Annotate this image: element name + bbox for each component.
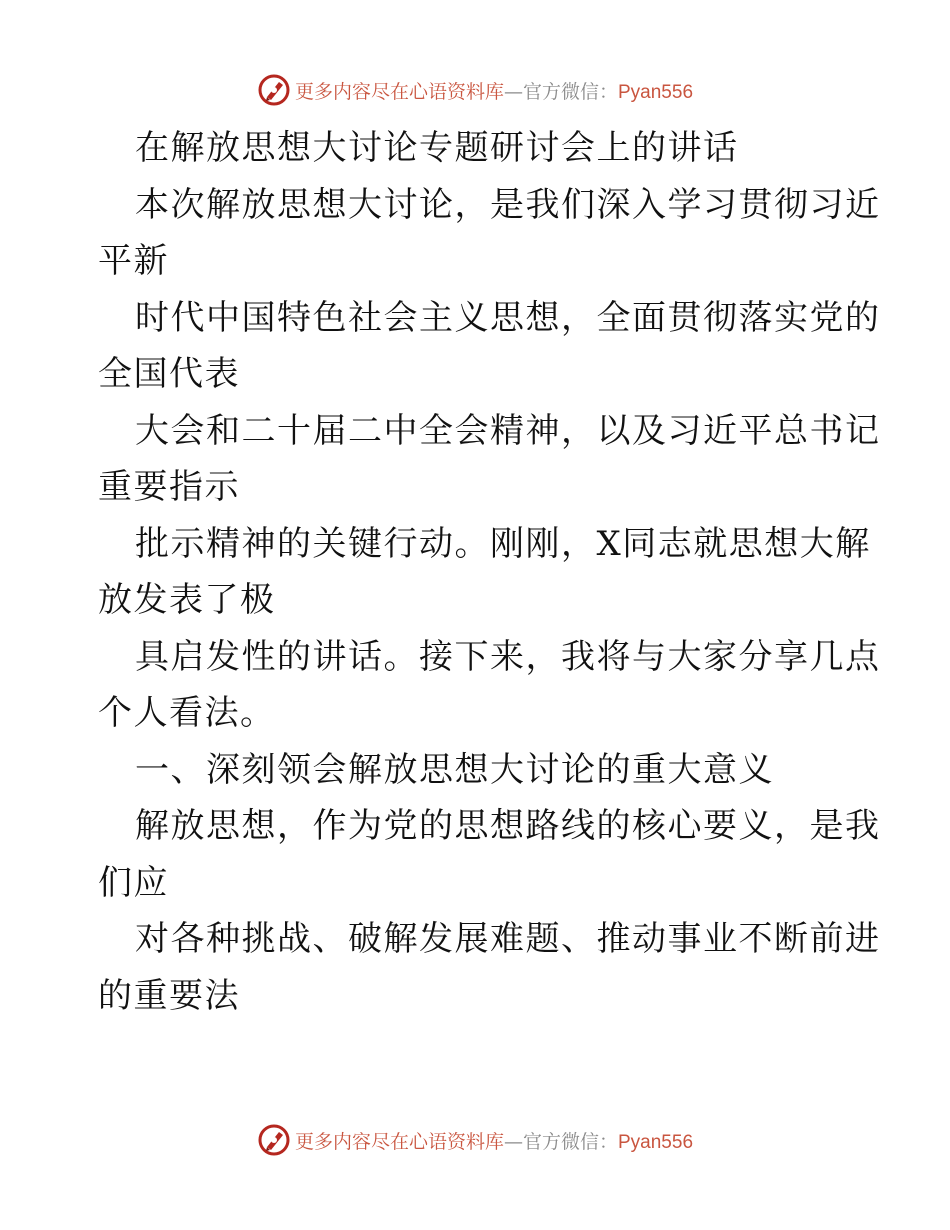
text-line: 解放思想，作为党的思想路线的核心要义，是我 <box>135 806 881 846</box>
text-line: 平新 <box>98 241 169 281</box>
watermark-dash: — <box>503 1130 523 1153</box>
watermark-main: 更多内容尽在心语资料库 <box>294 80 504 103</box>
text-line: 个人看法。 <box>98 693 276 733</box>
text-line: 重要指示 <box>98 467 240 507</box>
header-watermark <box>0 70 950 110</box>
section-heading: 一、深刻领会解放思想大讨论的重大意义 <box>135 749 774 790</box>
watermark-wechat-id: Pyan556 <box>618 1131 694 1153</box>
text-line: 具启发性的讲话。接下来，我将与大家分享几点 <box>135 636 881 677</box>
watermark-text <box>295 1127 693 1154</box>
text-line: 本次解放思想大讨论，是我们深入学习贯彻习近 <box>135 184 881 225</box>
red-pen-circle-icon <box>257 73 291 107</box>
watermark-dash: — <box>503 80 523 103</box>
red-pen-circle-icon <box>257 1123 291 1157</box>
watermark-official: 官方微信： <box>522 80 618 103</box>
document-body <box>98 120 881 1024</box>
document-title: 在解放思想大讨论专题研讨会上的讲话 <box>135 128 739 168</box>
text-line: 全国代表 <box>98 354 240 394</box>
footer-watermark <box>0 1120 950 1160</box>
watermark-official: 官方微信： <box>522 1130 618 1153</box>
text-line: 放发表了极 <box>98 580 276 620</box>
text-line: 批示精神的关键行动。刚刚，X同志就思想大解 <box>135 523 871 564</box>
watermark-main: 更多内容尽在心语资料库 <box>294 1130 504 1153</box>
text-line: 时代中国特色社会主义思想，全面贯彻落实党的 <box>135 297 881 338</box>
watermark-text <box>295 77 693 104</box>
text-line: 的重要法 <box>98 975 240 1016</box>
text-line: 大会和二十届二中全会精神，以及习近平总书记 <box>135 410 881 451</box>
text-line: 们应 <box>98 862 169 903</box>
watermark-wechat-id: Pyan556 <box>618 81 694 103</box>
text-line: 对各种挑战、破解发展难题、推动事业不断前进 <box>135 919 881 959</box>
